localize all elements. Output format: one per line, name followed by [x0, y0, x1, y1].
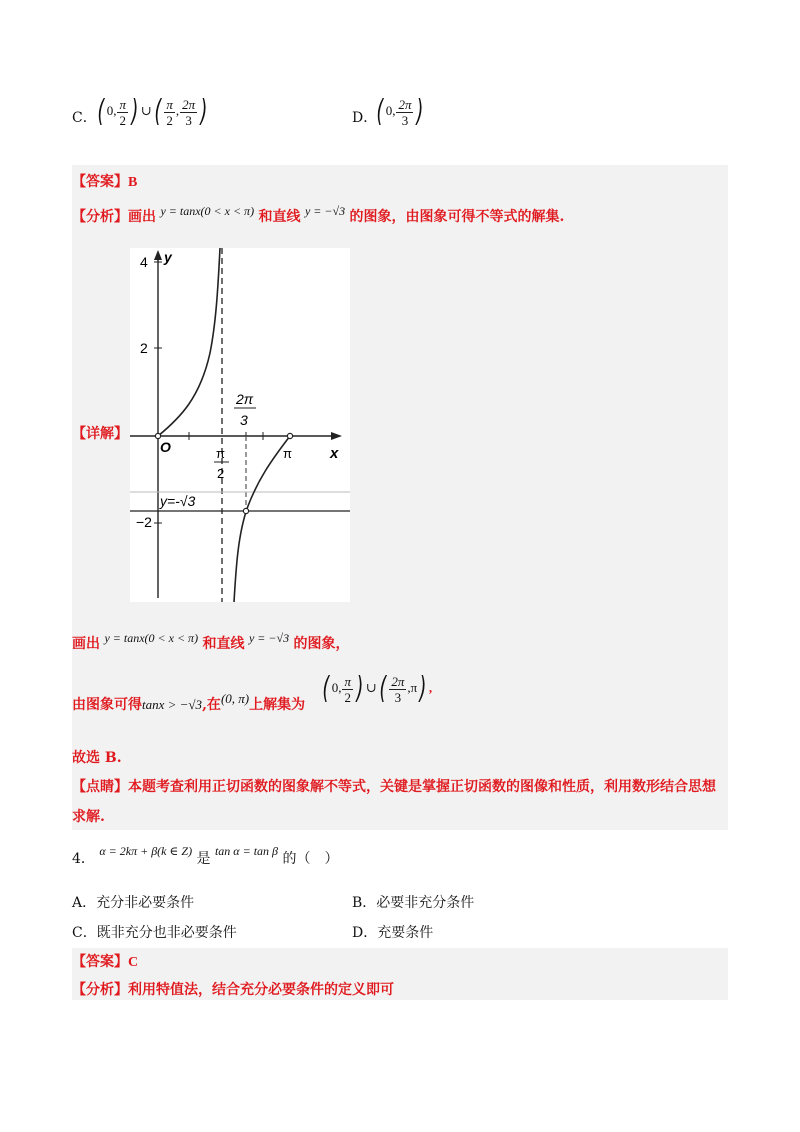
detail-line2-mid1: ,在 — [202, 697, 221, 713]
tan-graph — [130, 248, 350, 602]
detail-line2-ineq: tanx > −√3 — [142, 697, 203, 712]
answer-value-2: C — [128, 955, 139, 970]
comment-line-2: 求解. — [72, 809, 105, 825]
detail-line1-func: y = tanx(0 < x < π) — [104, 631, 199, 645]
detail-label: 【详解】 — [72, 426, 128, 442]
answer-line-2 — [72, 952, 138, 973]
option-d-label: D． — [352, 110, 378, 126]
label-pi-half-num: π — [216, 446, 225, 461]
detail-line1-line: y = −√3 — [248, 631, 290, 645]
label-pi-half-den: 2 — [217, 466, 225, 481]
label-4: 4 — [140, 254, 148, 270]
answer-line-1 — [72, 172, 137, 193]
tan-branch-right — [234, 436, 290, 602]
tan-graph-svg — [130, 248, 350, 602]
analysis-text-2: 利用特值法，结合充分必要条件的定义即可 — [128, 982, 394, 998]
detail-line2-mid2: 上解集为 — [249, 697, 306, 713]
option-d-expression: ( 0, $\frac{2\pi}{3}$ ) — [376, 94, 424, 129]
q4-option-d: D．充要条件 — [352, 925, 434, 941]
x-axis-arrow — [331, 432, 342, 440]
solution-set-expression: ( 0, $\frac{\pi}{2}$ ) ∪( $\frac{2\pi}{3}$ ,π) , — [322, 671, 433, 706]
question-4 — [72, 844, 339, 869]
analysis-mid: 和直线 — [258, 209, 301, 225]
detail-line-2 — [72, 691, 306, 715]
point-origin — [155, 433, 160, 438]
analysis-label: 【分析】 — [72, 209, 128, 225]
analysis-line-expr: y = −√3 — [304, 204, 346, 218]
detail-line2-end: , — [428, 679, 433, 695]
option-c-expression: ( 0, $\frac{\pi}{2}$ ) ∪( $\frac{\pi}{2}$ , $\frac{2\pi}{3}$ ) — [97, 94, 208, 129]
comment-label: 【点睛】 — [72, 779, 128, 795]
detail-line1-pre: 画出 — [72, 636, 100, 652]
detail-line2-pre: 由图象可得 — [72, 697, 142, 713]
tan-branch-left — [158, 248, 220, 436]
detail-line1-post: 的图象， — [293, 636, 350, 652]
analysis-line-1 — [72, 204, 565, 227]
label-y: y — [164, 249, 172, 265]
answer-label-2: 【答案】 — [72, 954, 128, 970]
label-origin: O — [160, 439, 171, 455]
option-c — [72, 108, 97, 128]
question-statement: tan α = tan β — [214, 844, 279, 858]
point-intersection — [243, 508, 248, 513]
label-pi: π — [283, 446, 292, 461]
comment-text-1: 本题考查利用正切函数的图象解不等式，关键是掌握正切函数的图像和性质，利用数形结合思想 — [128, 779, 716, 795]
label-line: y=-√3 — [160, 493, 196, 509]
question-number: 4． — [72, 851, 95, 867]
label-2pi-den: 3 — [240, 412, 248, 428]
label-neg2: −2 — [136, 514, 152, 530]
analysis-pre: 画出 — [128, 209, 156, 225]
question-condition: α = 2kπ + β(k ∈ Z) — [99, 844, 193, 858]
detail-line-1 — [72, 631, 350, 654]
label-2pi-num: 2π — [236, 391, 254, 407]
analysis-func: y = tanx(0 < x < π) — [160, 204, 255, 218]
detail-line1-mid: 和直线 — [202, 636, 245, 652]
y-axis-arrow — [154, 250, 162, 260]
analysis-post: 的图象，由图象可得不等式的解集. — [349, 209, 565, 225]
question-is: 是 — [196, 851, 211, 867]
analysis-line-2 — [72, 980, 394, 1000]
q4-option-a: A．充分非必要条件 — [72, 895, 195, 911]
label-2: 2 — [140, 340, 148, 356]
comment-line-1 — [72, 777, 716, 797]
option-c-label: C． — [72, 110, 97, 126]
answer-label: 【答案】 — [72, 174, 128, 190]
q4-option-c: C．既非充分也非必要条件 — [72, 925, 237, 941]
point-pi — [287, 433, 292, 438]
q4-option-b: B．必要非充分条件 — [352, 895, 475, 911]
detail-line2-interval: (0, π) — [220, 691, 250, 706]
answer-value: B — [128, 175, 138, 190]
analysis-label-2: 【分析】 — [72, 982, 128, 998]
question-tail: 的（ ） — [282, 851, 339, 867]
label-x: x — [330, 445, 339, 462]
choose-line: 故选 B. — [72, 750, 122, 766]
